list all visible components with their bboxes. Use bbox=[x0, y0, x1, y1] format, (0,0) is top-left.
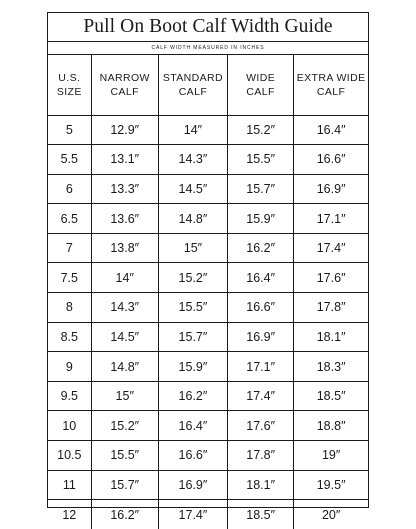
narrow-calf-cell: 15.7″ bbox=[91, 470, 158, 500]
standard-calf-cell: 14″ bbox=[158, 115, 227, 145]
size-cell: 10.5 bbox=[48, 441, 91, 471]
page-title: Pull On Boot Calf Width Guide bbox=[48, 13, 368, 42]
wide-calf-cell: 15.5″ bbox=[228, 145, 294, 175]
wide-calf-cell: 16.9″ bbox=[228, 322, 294, 352]
standard-calf-cell: 15.9″ bbox=[158, 352, 227, 382]
extra-wide-calf-cell: 17.4″ bbox=[294, 233, 368, 263]
wide-calf-cell: 16.2″ bbox=[228, 233, 294, 263]
table-row bbox=[48, 293, 368, 323]
table-row bbox=[48, 411, 368, 441]
extra-wide-calf-cell: 16.9″ bbox=[294, 174, 368, 204]
extra-wide-calf-cell: 18.1″ bbox=[294, 322, 368, 352]
extra-wide-calf-cell: 17.1″ bbox=[294, 204, 368, 234]
standard-calf-cell: 14.3″ bbox=[158, 145, 227, 175]
column-header-size bbox=[48, 55, 91, 115]
extra-wide-calf-cell: 18.5″ bbox=[294, 381, 368, 411]
column-header-line: NARROW bbox=[99, 71, 150, 84]
calf-width-table bbox=[48, 55, 368, 529]
extra-wide-calf-cell: 19.5″ bbox=[294, 470, 368, 500]
standard-calf-cell: 16.6″ bbox=[158, 441, 227, 471]
table-row bbox=[48, 115, 368, 145]
table-body bbox=[48, 115, 368, 529]
size-cell: 8.5 bbox=[48, 322, 91, 352]
narrow-calf-cell: 13.1″ bbox=[91, 145, 158, 175]
column-header-line: CALF bbox=[178, 85, 208, 98]
column-header-line: WIDE bbox=[246, 71, 276, 84]
table-row bbox=[48, 441, 368, 471]
table-row bbox=[48, 470, 368, 500]
size-cell: 5.5 bbox=[48, 145, 91, 175]
wide-calf-cell: 17.6″ bbox=[228, 411, 294, 441]
column-header-line: CALF bbox=[246, 85, 275, 98]
column-header-line: EXTRA WIDE bbox=[296, 71, 366, 84]
standard-calf-cell: 15.2″ bbox=[158, 263, 227, 293]
wide-calf-cell: 18.1″ bbox=[228, 470, 294, 500]
wide-calf-cell: 15.7″ bbox=[228, 174, 294, 204]
narrow-calf-cell: 14.8″ bbox=[91, 352, 158, 382]
narrow-calf-cell: 14″ bbox=[91, 263, 158, 293]
standard-calf-cell: 16.9″ bbox=[158, 470, 227, 500]
page-subtitle: CALF WIDTH MEASURED IN INCHES bbox=[48, 42, 368, 55]
table-row bbox=[48, 263, 368, 293]
standard-calf-cell: 14.8″ bbox=[158, 204, 227, 234]
narrow-calf-cell: 15.2″ bbox=[91, 411, 158, 441]
table-row bbox=[48, 233, 368, 263]
extra-wide-calf-cell: 18.8″ bbox=[294, 411, 368, 441]
column-header-line: U.S. bbox=[58, 71, 81, 84]
size-cell: 10 bbox=[48, 411, 91, 441]
extra-wide-calf-cell: 17.8″ bbox=[294, 293, 368, 323]
column-header-line: STANDARD bbox=[162, 71, 224, 84]
wide-calf-cell: 15.9″ bbox=[228, 204, 294, 234]
table-header-row bbox=[48, 55, 368, 115]
narrow-calf-cell: 13.8″ bbox=[91, 233, 158, 263]
narrow-calf-cell: 15.5″ bbox=[91, 441, 158, 471]
standard-calf-cell: 16.2″ bbox=[158, 381, 227, 411]
column-header-wide bbox=[228, 55, 294, 115]
wide-calf-cell: 18.5″ bbox=[228, 500, 294, 529]
table-row bbox=[48, 500, 368, 529]
wide-calf-cell: 17.4″ bbox=[228, 381, 294, 411]
extra-wide-calf-cell: 20″ bbox=[321, 507, 341, 522]
standard-calf-cell: 14.5″ bbox=[158, 174, 227, 204]
size-guide-chart bbox=[47, 12, 369, 522]
size-cell: 11 bbox=[48, 470, 91, 500]
size-cell: 7.5 bbox=[48, 263, 91, 293]
table-row bbox=[48, 145, 368, 175]
narrow-calf-cell: 16.2″ bbox=[91, 500, 158, 529]
extra-wide-calf-cell: 16.4″ bbox=[294, 115, 368, 145]
narrow-calf-cell: 15″ bbox=[91, 381, 158, 411]
standard-calf-cell: 17.4″ bbox=[158, 500, 227, 529]
narrow-calf-cell: 14.3″ bbox=[91, 293, 158, 323]
table-row bbox=[48, 381, 368, 411]
size-cell: 9.5 bbox=[48, 381, 91, 411]
size-cell: 7 bbox=[48, 233, 91, 263]
extra-wide-calf-cell: 18.3″ bbox=[294, 352, 368, 382]
extra-wide-calf-cell: 16.6″ bbox=[294, 145, 368, 175]
size-cell: 9 bbox=[48, 352, 91, 382]
standard-calf-cell: 16.4″ bbox=[158, 411, 227, 441]
wide-calf-cell: 15.2″ bbox=[228, 115, 294, 145]
extra-wide-calf-cell: 19″ bbox=[294, 441, 368, 471]
narrow-calf-cell: 13.6″ bbox=[91, 204, 158, 234]
narrow-calf-cell: 13.3″ bbox=[91, 174, 158, 204]
table-row bbox=[48, 174, 368, 204]
wide-calf-cell: 16.6″ bbox=[228, 293, 294, 323]
size-cell: 12 bbox=[48, 500, 91, 529]
narrow-calf-cell: 14.5″ bbox=[91, 322, 158, 352]
table-row bbox=[48, 352, 368, 382]
size-cell: 6 bbox=[48, 174, 91, 204]
size-cell: 6.5 bbox=[48, 204, 91, 234]
column-header-extra-wide bbox=[294, 55, 368, 115]
size-cell: 5 bbox=[48, 115, 91, 145]
wide-calf-cell: 17.1″ bbox=[228, 352, 294, 382]
column-header-line: CALF bbox=[316, 85, 346, 98]
size-cell: 8 bbox=[48, 293, 91, 323]
extra-wide-calf-cell: 17.6″ bbox=[294, 263, 368, 293]
column-header-line: SIZE bbox=[56, 85, 82, 98]
wide-calf-cell: 17.8″ bbox=[228, 441, 294, 471]
column-header-standard bbox=[158, 55, 227, 115]
wide-calf-cell: 16.4″ bbox=[228, 263, 294, 293]
standard-calf-cell: 15″ bbox=[158, 233, 227, 263]
standard-calf-cell: 15.5″ bbox=[158, 293, 227, 323]
table-row bbox=[48, 204, 368, 234]
column-header-line: CALF bbox=[110, 85, 139, 98]
column-header-narrow bbox=[91, 55, 158, 115]
narrow-calf-cell: 12.9″ bbox=[91, 115, 158, 145]
standard-calf-cell: 15.7″ bbox=[158, 322, 227, 352]
table-row bbox=[48, 322, 368, 352]
